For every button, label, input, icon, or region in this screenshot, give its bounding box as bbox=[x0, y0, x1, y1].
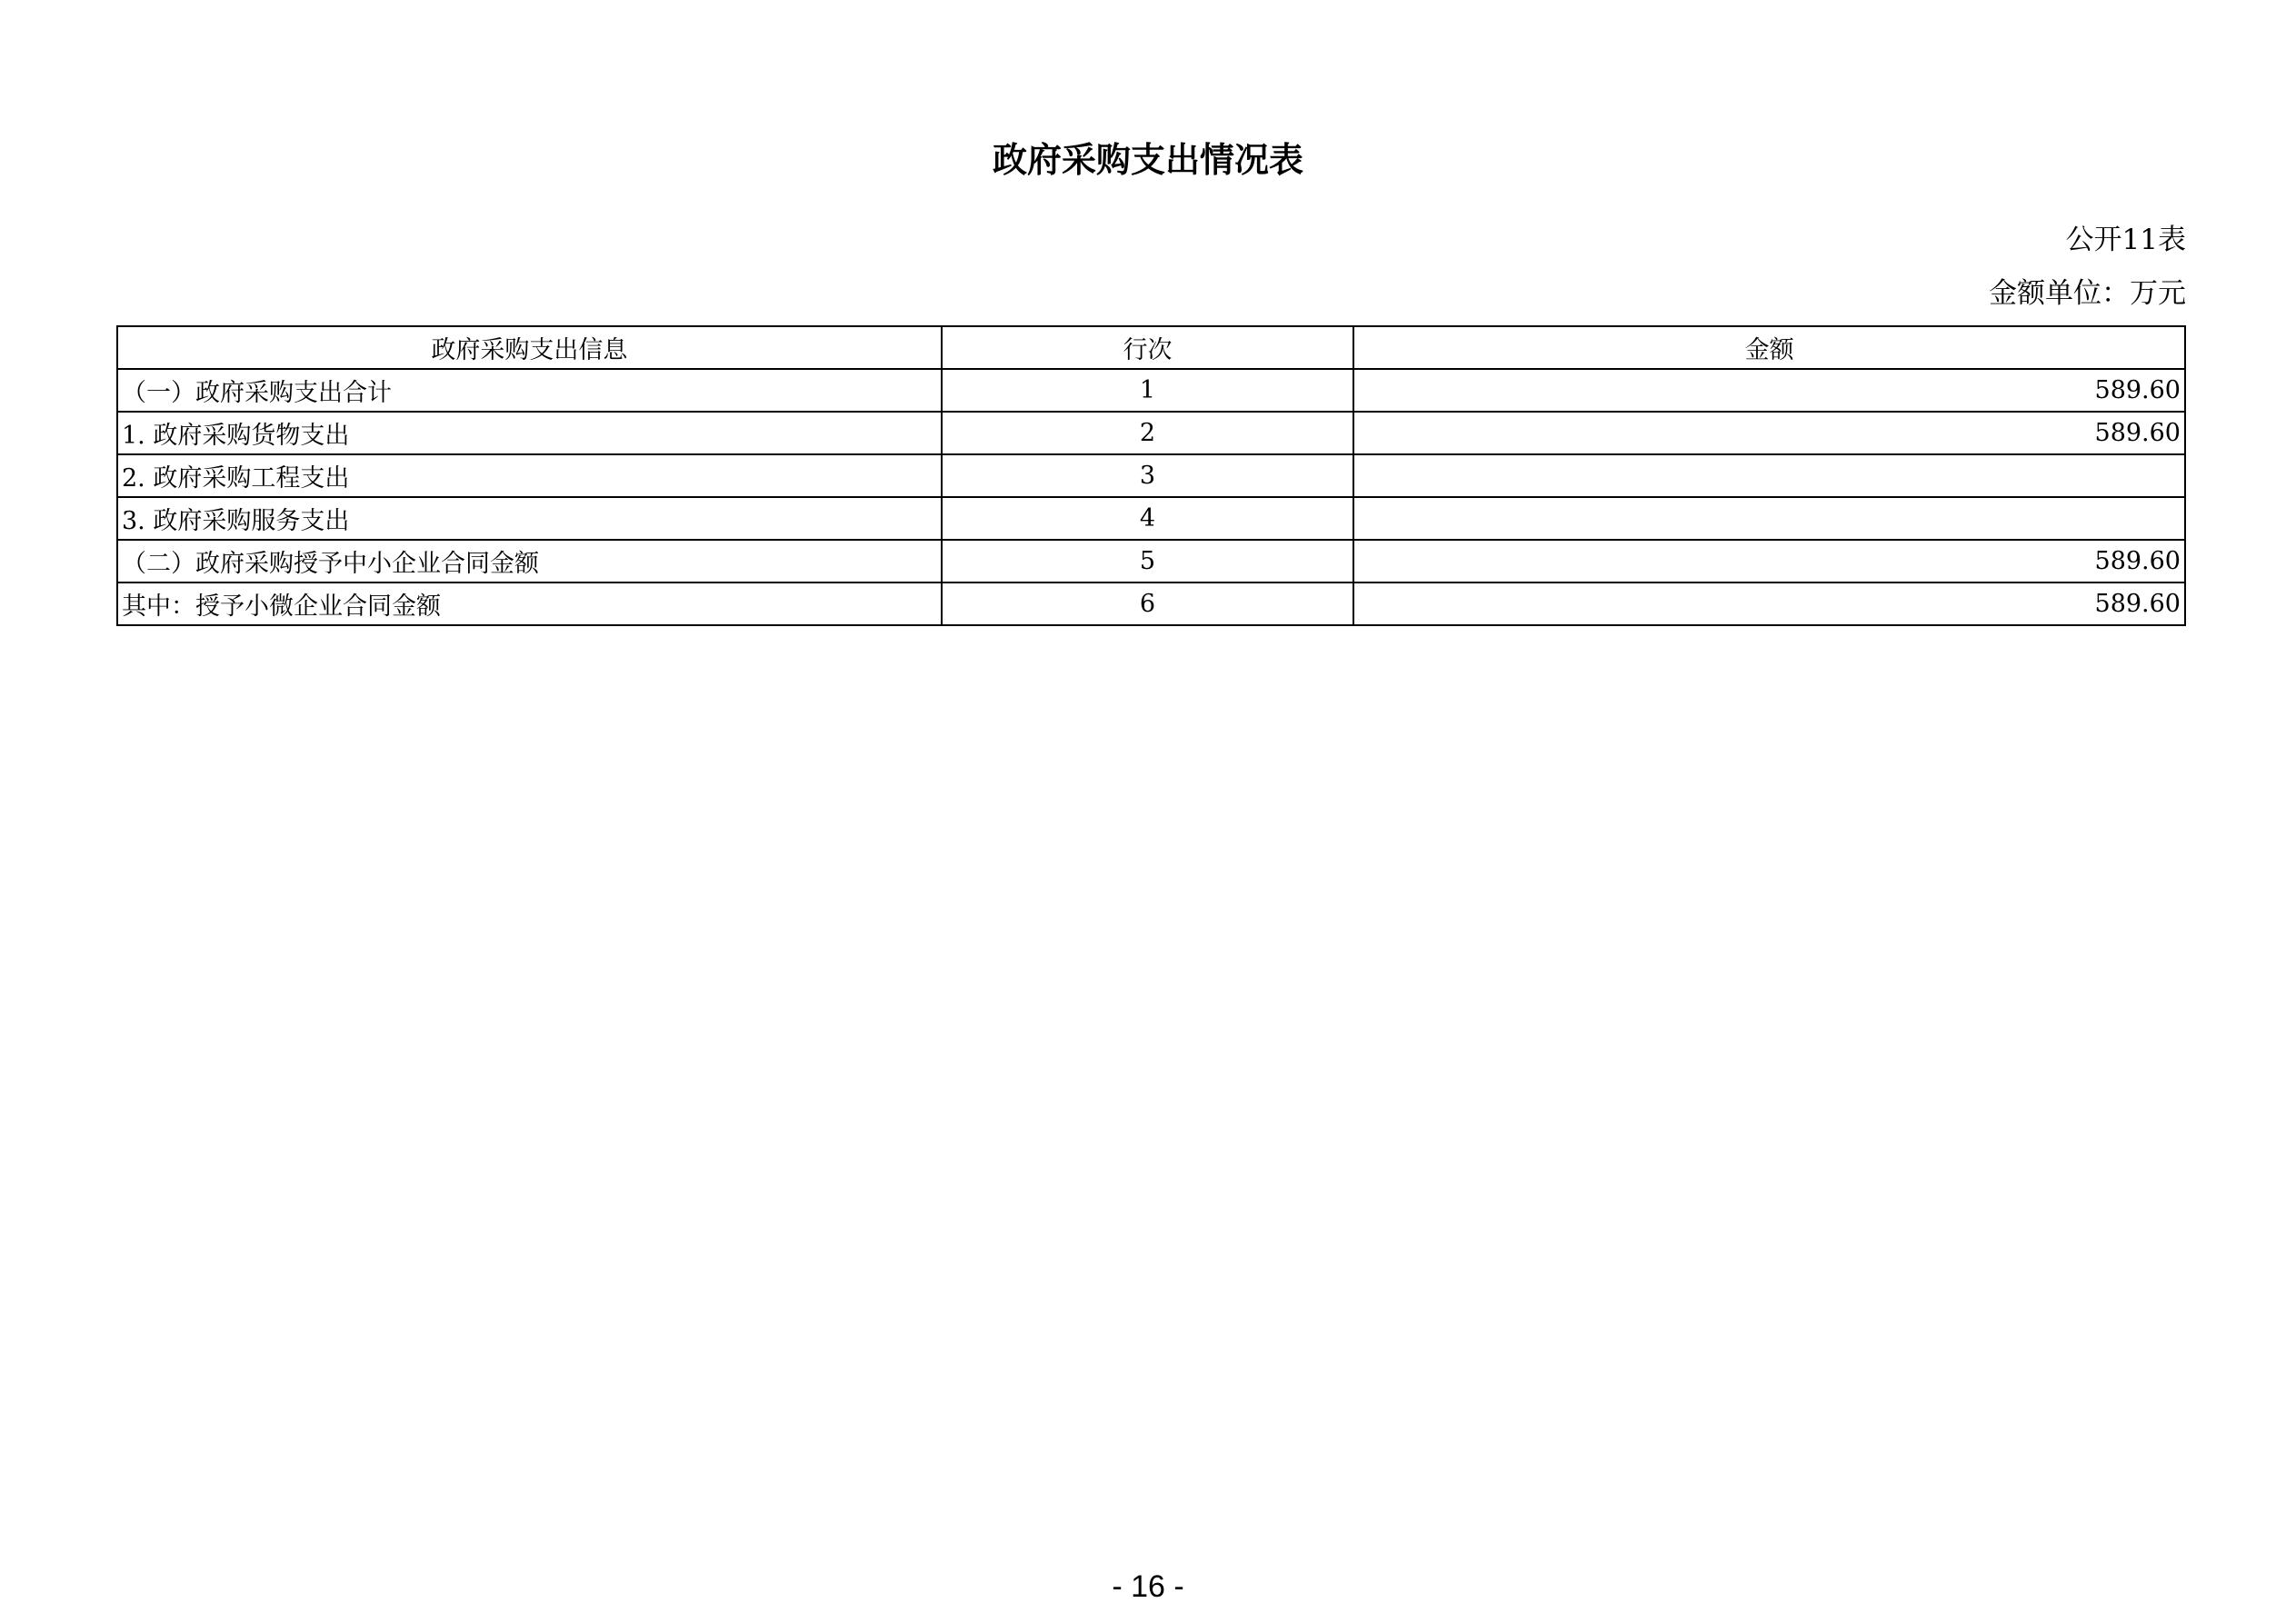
table-row bbox=[117, 540, 2185, 582]
cell-amount: 589.60 bbox=[1353, 412, 2185, 454]
cell-info: 1. 政府采购货物支出 bbox=[117, 412, 942, 454]
page-title: 政府采购支出情况表 bbox=[992, 140, 1303, 180]
table-row bbox=[117, 454, 2185, 497]
table-header-row bbox=[117, 326, 2185, 369]
table-row bbox=[117, 497, 2185, 540]
cell-row-number: 4 bbox=[942, 497, 1353, 540]
cell-row-number: 3 bbox=[942, 454, 1353, 497]
cell-amount bbox=[1353, 497, 2185, 540]
cell-info: 2. 政府采购工程支出 bbox=[117, 454, 942, 497]
header-info: 政府采购支出信息 bbox=[117, 326, 942, 369]
cell-row-number: 6 bbox=[942, 582, 1353, 625]
cell-amount: 589.60 bbox=[1353, 540, 2185, 582]
cell-row-number: 1 bbox=[942, 369, 1353, 412]
cell-row-number: 5 bbox=[942, 540, 1353, 582]
amount-unit: 金额单位：万元 bbox=[1989, 277, 2186, 310]
cell-amount: 589.60 bbox=[1353, 369, 2185, 412]
cell-amount: 589.60 bbox=[1353, 582, 2185, 625]
table-number: 公开11表 bbox=[2065, 224, 2186, 256]
header-amount: 金额 bbox=[1353, 326, 2185, 369]
cell-row-number: 2 bbox=[942, 412, 1353, 454]
cell-info: 其中：授予小微企业合同金额 bbox=[117, 582, 942, 625]
cell-amount bbox=[1353, 454, 2185, 497]
procurement-table bbox=[116, 325, 2186, 626]
page-number: - 16 - bbox=[1112, 1569, 1184, 1604]
table-row bbox=[117, 412, 2185, 454]
cell-info: 3. 政府采购服务支出 bbox=[117, 497, 942, 540]
table-row bbox=[117, 582, 2185, 625]
table-row bbox=[117, 369, 2185, 412]
header-row-number: 行次 bbox=[942, 326, 1353, 369]
cell-info: （一）政府采购支出合计 bbox=[117, 369, 942, 412]
cell-info: （二）政府采购授予中小企业合同金额 bbox=[117, 540, 942, 582]
